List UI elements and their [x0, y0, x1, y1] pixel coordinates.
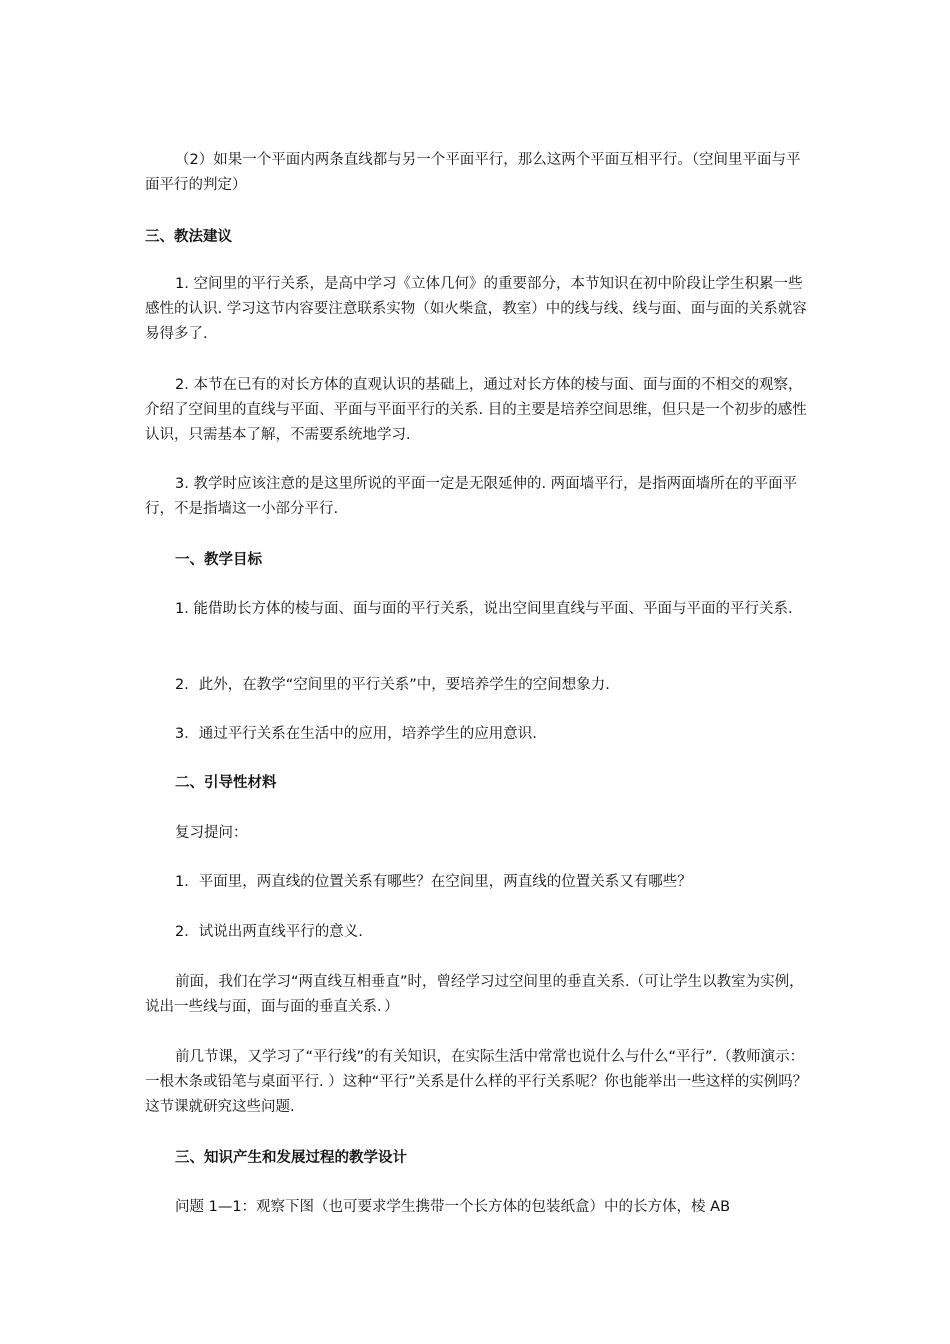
paragraph-question-1: 1．平面里，两直线的位置关系有哪些？在空间里，两直线的位置关系又有哪些？ [175, 874, 692, 890]
paragraph-objective-3: 3．通过平行关系在生活中的应用，培养学生的应用意识. [175, 726, 537, 742]
paragraph-suggestion-1: 1. 空间里的平行关系，是高中学习《立体几何》的重要部分，本节知识在初中阶段让学生积累一些感性的认识. 学习这节内容要注意联系实物（如火柴盒，教室）中的线与线、线与面、面与面的关系就容易得多了. [145, 276, 807, 342]
paragraph-objective-2: 2．此外，在教学“空间里的平行关系”中，要培养学生的空间想象力. [175, 677, 610, 693]
paragraph-suggestion-2: 2. 本节在已有的对长方体的直观认识的基础上，通过对长方体的棱与面、面与面的不相交的观察，介绍了空间里的直线与平面、平面与平面平行的关系. 目的主要是培养空间思维，但只是一个初步的感性认识，只需基本了解，不需要系统地学习. [145, 377, 807, 443]
paragraph-suggestion-3: 3. 教学时应该注意的是这里所说的平面一定是无限延伸的. 两面墙平行，是指两面墙所在的平面平行，不是指墙这一小部分平行. [145, 476, 798, 517]
paragraph-question-2: 2．试说出两直线平行的意义. [175, 924, 363, 940]
paragraph-review-questions: 复习提问： [175, 825, 248, 841]
paragraph-plane-parallel-criterion: （2）如果一个平面内两条直线都与另一个平面平行，那么这两个平面互相平行。（空间里平面与平面平行的判定） [145, 152, 801, 193]
paragraph-vertical-relation: 前面，我们在学习“两直线互相垂直”时，曾经学习过空间里的垂直关系.（可让学生以教室为实例，说出一些线与面，面与面的垂直关系．） [145, 974, 804, 1015]
heading-teaching-suggestions: 三、教法建议 [145, 229, 232, 245]
paragraph-parallel-intro: 前几节课，又学习了“平行线”的有关知识，在实际生活中常常也说什么与什么“平行”.（教师演示：一根木条或铅笔与桌面平行. ）这种“平行”关系是什么样的平行关系呢？你也能举出一些这样的实例吗？这节课就研究这些问题. [145, 1049, 808, 1115]
paragraph-objective-1: 1. 能借助长方体的棱与面、面与面的平行关系，说出空间里直线与平面、平面与平面的平行关系. [175, 601, 793, 617]
heading-guiding-materials: 二、引导性材料 [175, 775, 277, 791]
paragraph-problem-1-1: 问题 1—1：观察下图（也可要求学生携带一个长方体的包装纸盒）中的长方体，棱 AB [175, 1199, 731, 1215]
heading-teaching-objectives: 一、教学目标 [175, 552, 262, 568]
heading-teaching-design: 三、知识产生和发展过程的教学设计 [175, 1150, 407, 1166]
